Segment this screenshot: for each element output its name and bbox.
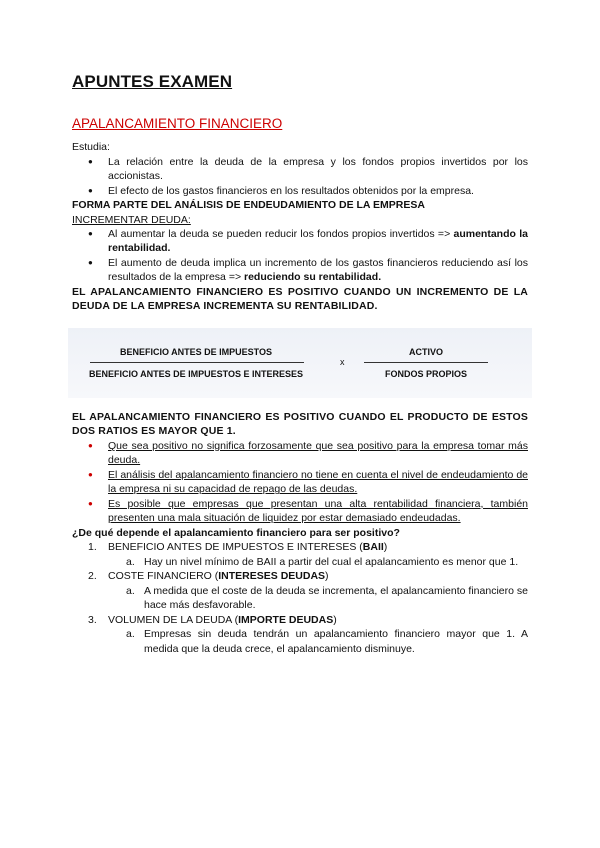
- list-item: ● El análisis del apalancamiento financiero no tiene en cuenta el nivel de endeudamiento de la empresa ni su capacidad de repago de las deudas.: [108, 468, 528, 497]
- item-number: 1.: [88, 541, 97, 554]
- list-item: ● Que sea positivo no significa forzosamente que sea positivo para la empresa tomar más deuda.: [108, 439, 528, 468]
- product-statement: EL APALANCAMIENTO FINANCIERO ES POSITIVO CUANDO EL PRODUCTO DE ESTOS DOS RATIOS ES MAYOR QUE 1.: [72, 410, 528, 438]
- analysis-heading: FORMA PARTE DEL ANÁLISIS DE ENDEUDAMIENTO DE LA EMPRESA: [72, 199, 425, 212]
- sub-item: [126, 555, 528, 569]
- item-text: VOLUMEN DE LA DEUDA (: [108, 613, 239, 626]
- positive-statement: EL APALANCAMIENTO FINANCIERO ES POSITIVO CUANDO UN INCREMENTO DE LA DEUDA DE LA EMPRESA INCREMENTA SU RENTABILIDAD.: [72, 285, 528, 313]
- document-page: [72, 70, 528, 656]
- fraction-line: [90, 362, 304, 363]
- item-text-end: ): [383, 541, 388, 554]
- increase-list: [72, 227, 528, 285]
- sub-text: Empresas sin deuda tendrán un apalancamiento financiero mayor que 1. A medida que la deuda crece, el apalancamiento disminuye.: [144, 628, 528, 655]
- item-bold-text: IMPORTE DEUDAS: [238, 613, 334, 626]
- sub-item: [126, 627, 528, 656]
- list-item: [108, 256, 528, 285]
- fraction-line: [364, 362, 488, 363]
- sub-text: A medida que el coste de la deuda se incrementa, el apalancamiento financiero se hace más desfavorable.: [144, 584, 528, 612]
- sub-text: Hay un nivel mínimo de BAII a partir del cual el apalancamiento es menor que 1.: [144, 555, 519, 568]
- sub-letter: a.: [126, 628, 135, 641]
- item-bold-text: BAII: [362, 541, 384, 554]
- formula-right-denominator: FONDOS PROPIOS: [384, 368, 467, 379]
- formula-right-numerator: ACTIVO: [408, 346, 443, 357]
- factor-item: [88, 569, 528, 612]
- sub-letter: a.: [126, 584, 135, 597]
- increase-heading: INCREMENTAR DEUDA:: [72, 213, 191, 226]
- list-item: ● Es posible que empresas que presentan una alta rentabilidad financiera, también presenten una mala situación de liquidez por estar demasiado endeudadas.: [108, 497, 528, 526]
- item-text-end: ): [333, 613, 337, 626]
- sub-letter: a.: [126, 555, 135, 568]
- question-heading: ¿De qué depende el apalancamiento financiero para ser positivo?: [72, 526, 400, 539]
- item-text: El aumento de deuda implica un incremento de los gastos financieros reduciendo así los resultados de la empresa =>: [108, 256, 528, 284]
- formula-left-denominator: BENEFICIO ANTES DE IMPUESTOS E INTERESES: [88, 368, 304, 379]
- multiply-operator: x: [340, 356, 345, 367]
- page-title: APUNTES EXAMEN: [72, 72, 233, 91]
- sub-list: [108, 627, 528, 656]
- item-number: 2.: [88, 570, 97, 583]
- item-bold-text: reduciendo su rentabilidad.: [244, 271, 382, 284]
- item-text: BENEFICIO ANTES DE IMPUESTOS E INTERESES (: [108, 541, 363, 554]
- item-bold-text: aumentando la rentabilidad.: [108, 227, 528, 255]
- factor-item: [88, 540, 528, 569]
- sub-list: [108, 584, 528, 613]
- caveat-list: [72, 439, 528, 526]
- item-number: 3.: [88, 613, 97, 626]
- item-text: Al aumentar la deuda se pueden reducir los fondos propios invertidos =>: [108, 227, 454, 240]
- sub-item: [126, 584, 528, 613]
- list-item: [108, 227, 528, 256]
- list-item: ● El efecto de los gastos financieros en los resultados obtenidos por la empresa.: [108, 184, 528, 198]
- list-item: ● La relación entre la deuda de la empresa y los fondos propios invertidos por los accionistas.: [108, 155, 528, 184]
- intro-text: Estudia:: [72, 141, 110, 154]
- item-text: COSTE FINANCIERO (: [108, 570, 219, 583]
- factor-item: [88, 613, 528, 656]
- section-title: APALANCAMIENTO FINANCIERO: [72, 116, 283, 132]
- sub-list: [108, 555, 528, 569]
- item-bold-text: INTERESES DEUDAS: [218, 570, 326, 583]
- item-text-end: ): [325, 570, 329, 583]
- formula-box: [68, 328, 532, 398]
- study-list: [72, 155, 528, 198]
- factor-list: [72, 540, 528, 656]
- formula-left-numerator: BENEFICIO ANTES DE IMPUESTOS: [119, 346, 273, 357]
